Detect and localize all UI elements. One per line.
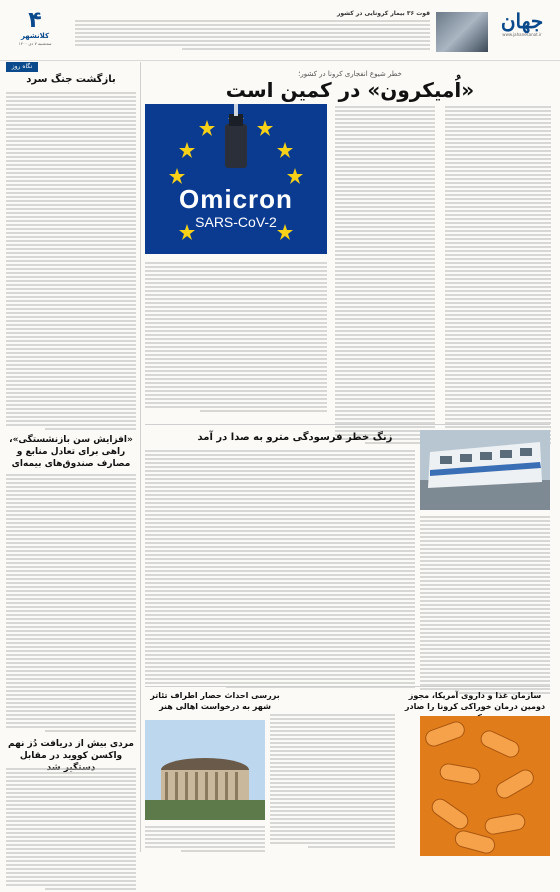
omicron-photo [145,104,327,254]
train-graphic [420,430,550,510]
top-news-body [75,20,430,52]
image-text-omicron: Omicron [179,184,293,214]
eu-stars-graphic [145,104,327,254]
lead-body-col-1 [445,106,551,446]
brand-url: www.jahanesanat.ir [502,32,542,37]
metro-body [145,450,415,690]
left-retirement-body [6,474,136,734]
top-news-photo [436,12,488,52]
metro-body-right [420,516,550,696]
city-theater-photo [145,720,265,820]
page-section-name: کلانشهر [20,32,50,40]
fda-headline: سازمان غذا و داروی آمریکا، مجوز دومین درمان خوراکی کرونا را صادر [404,691,546,711]
metro-train-photo [420,430,550,510]
lead-headline: «اُمیکرون» در کمین است [225,78,475,102]
metro-headline: زنگ خطر فرسودگی مترو به صدا در آمد [197,432,393,443]
lead-body-col-2 [335,106,435,446]
section-divider [145,424,550,425]
brand-logo [492,10,552,50]
brand-name: جهان [500,9,544,33]
section-divider-2 [145,686,550,687]
left-vaccine-body [6,768,136,892]
page-number: ۴ [28,8,42,33]
issue-date: سه‌شنبه ۷ دی ۱۴۰۰ [18,41,52,46]
theater-body-lower [145,826,265,854]
lead-kicker: خطر شیوع انفجاری کرونا در کشور؛ [298,70,402,78]
left-article-body [6,92,136,432]
lead-body-lower [145,262,327,414]
theater-body [270,714,395,850]
left-headline-retirement: «افزایش سن بازنشستگی»، راهی برای تعادل منابع و مصارف صندوق‌های بیمه‌ای [9,435,133,469]
pills-photo [420,716,550,856]
top-news-title: قوت ۳۶ بیمار کرونایی در کشور [336,10,430,17]
masthead [0,4,560,61]
page-badge [6,10,64,46]
top-news-strip [73,10,488,56]
section-tag: نگاه روز [6,62,38,72]
left-headline-cold-war: بازگشت جنگ سرد [26,74,116,85]
image-text-sars: SARS-CoV-2 [195,214,277,230]
left-column [6,62,136,852]
theater-headline: بررسی احداث حصار اطراف تئاتر شهر به درخواست اهالی هنر [150,691,280,711]
column-divider [140,62,141,852]
pills-graphic [420,716,550,856]
theater-graphic [145,720,265,820]
left-headline-vaccine: مردی بیش از دریافت دُز نهم واکسن کووید در مقابل [8,739,134,761]
